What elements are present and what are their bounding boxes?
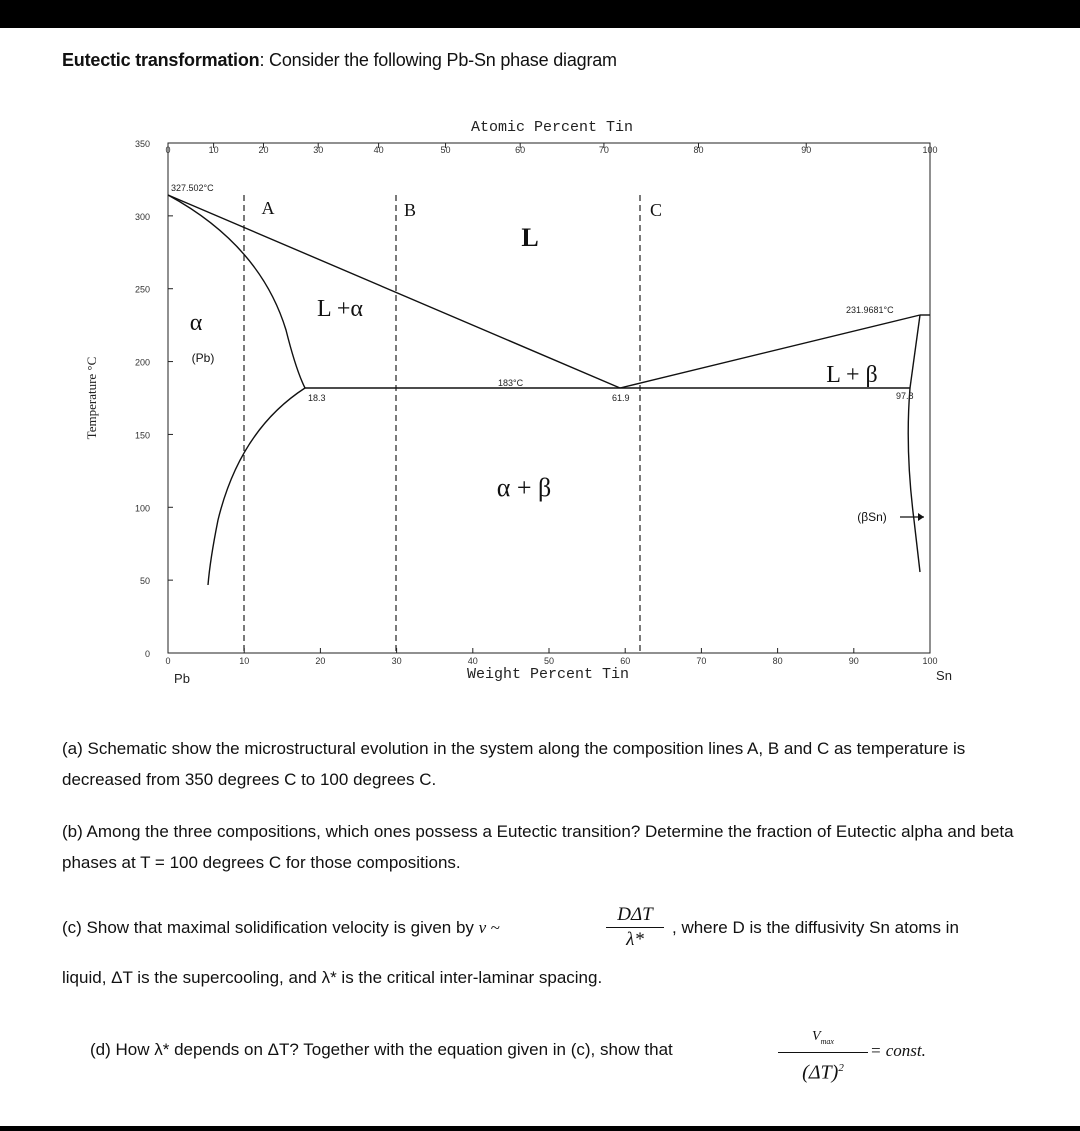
- question-d-text: (d) How λ* depends on ΔT? Together with the equation given in (c), show that: [90, 1040, 673, 1059]
- composition-label-b: B: [403, 200, 417, 220]
- top-tick-labels: [165, 143, 937, 155]
- eutectic-comp-annotation: 61.9: [612, 393, 630, 403]
- question-d-fraction: [778, 1028, 868, 1085]
- phase-label-l-alpha: L +α: [317, 296, 363, 322]
- bottom-tick-label: 10: [239, 656, 250, 666]
- top-tick-label: 10: [208, 145, 219, 155]
- solidus-beta: [910, 315, 920, 388]
- y-tick-label: 250: [134, 284, 150, 295]
- bottom-axis-title: Weight Percent Tin: [466, 666, 630, 683]
- bottom-black-bar: [0, 1126, 1080, 1131]
- sn-melting-annotation: 231.9681°C: [846, 305, 894, 315]
- bottom-tick-label: 20: [315, 656, 326, 666]
- question-c-denominator: λ*: [626, 929, 644, 950]
- bottom-tick-label: 100: [922, 656, 938, 666]
- liquidus-left: [168, 195, 620, 388]
- composition-label-a: A: [261, 198, 275, 218]
- question-c-numerator: DΔT: [617, 904, 653, 925]
- heading-bold: Eutectic transformation: [62, 50, 260, 70]
- eutectic-temp-annotation: 183°C: [498, 378, 524, 388]
- question-c-v: v ~: [478, 918, 500, 937]
- top-tick-label: 20: [258, 145, 269, 155]
- pb-melting-annotation: 327.502°C: [171, 183, 214, 193]
- bottom-tick-label: 0: [165, 656, 171, 666]
- top-tick-label: 0: [165, 145, 171, 155]
- top-tick-label: 60: [515, 145, 526, 155]
- alpha-limit-annotation: 18.3: [308, 393, 326, 403]
- bottom-tick-label: 90: [848, 656, 859, 666]
- beta-limit-annotation: 97.8: [896, 391, 914, 401]
- bottom-tick-label: 40: [467, 656, 478, 666]
- question-d-delta-t: (ΔT): [802, 1061, 839, 1084]
- bottom-tick-label: 60: [620, 656, 631, 666]
- bottom-tick-labels: [165, 648, 937, 666]
- bottom-tick-label: 50: [543, 656, 555, 666]
- top-axis-title: Atomic Percent Tin: [470, 119, 634, 136]
- y-axis-title: Temperature °C: [84, 356, 99, 440]
- question-b: (b) Among the three compositions, which ones possess a Eutectic transition? Determine the fraction of Eutectic alpha and beta phases at T = 100 degrees C for those compositions.: [62, 822, 1014, 872]
- question-c-text: [62, 918, 500, 938]
- question-d-denominator: [778, 1055, 868, 1086]
- top-tick-label: 40: [373, 145, 384, 155]
- pb-element-label: Pb: [174, 671, 190, 686]
- question-c-line2: liquid, ΔT is the supercooling, and λ* is the critical inter-laminar spacing.: [62, 968, 603, 987]
- question-d-max: max: [820, 1036, 834, 1046]
- phase-label-alpha-beta: α + β: [496, 473, 552, 502]
- question-d-v: V: [812, 1029, 821, 1044]
- question-c-fraction: [606, 904, 664, 951]
- top-tick-label: 70: [598, 145, 609, 155]
- phase-label-beta-sn: (βSn): [857, 510, 887, 524]
- top-tick-label: 100: [922, 145, 938, 155]
- phase-label-liquid: L: [521, 223, 539, 252]
- question-c-prefix: (c) Show that maximal solidification velocity is given by: [62, 918, 474, 937]
- question-a: (a) Schematic show the microstructural evolution in the system along the composition lines A, B and C as temperature is decreased from 350 degrees C to 100 degrees C.: [62, 739, 966, 789]
- phase-label-alpha-sub: (Pb): [191, 351, 215, 365]
- top-tick-label: 50: [440, 145, 451, 155]
- y-tick-label: 300: [134, 211, 150, 222]
- composition-label-c: C: [649, 200, 663, 220]
- y-tick-label: 200: [134, 357, 150, 368]
- question-d-fraction-bar: [778, 1052, 868, 1053]
- y-tick-label: 100: [134, 503, 150, 514]
- question-d-numerator: [778, 1028, 868, 1051]
- question-d-exponent: 2: [838, 1061, 844, 1074]
- solvus-beta: [908, 388, 920, 572]
- top-tick-label: 80: [693, 145, 704, 155]
- heading-rest: : Consider the following Pb-Sn phase diagram: [259, 50, 617, 70]
- question-c-suffix: , where D is the diffusivity Sn atoms in: [672, 918, 959, 937]
- phase-label-l-beta: L + β: [826, 362, 878, 388]
- top-tick-label: 30: [313, 145, 324, 155]
- beta-sn-arrowhead: [918, 513, 924, 521]
- y-tick-label: 350: [134, 139, 150, 149]
- y-tick-labels: [135, 139, 173, 659]
- bottom-tick-label: 30: [391, 656, 402, 666]
- question-c-fraction-bar: [606, 927, 664, 928]
- phase-label-alpha: α: [189, 310, 203, 336]
- y-tick-label: 0: [144, 649, 150, 659]
- y-tick-label: 50: [139, 576, 150, 587]
- top-tick-label: 90: [801, 145, 812, 155]
- plot-frame: [168, 143, 930, 653]
- solvus-alpha: [208, 388, 305, 585]
- bottom-tick-label: 70: [696, 656, 707, 666]
- sn-element-label: Sn: [936, 668, 952, 683]
- question-d-const: = const.: [870, 1041, 926, 1060]
- bottom-tick-label: 80: [772, 656, 783, 666]
- y-tick-label: 150: [134, 430, 150, 441]
